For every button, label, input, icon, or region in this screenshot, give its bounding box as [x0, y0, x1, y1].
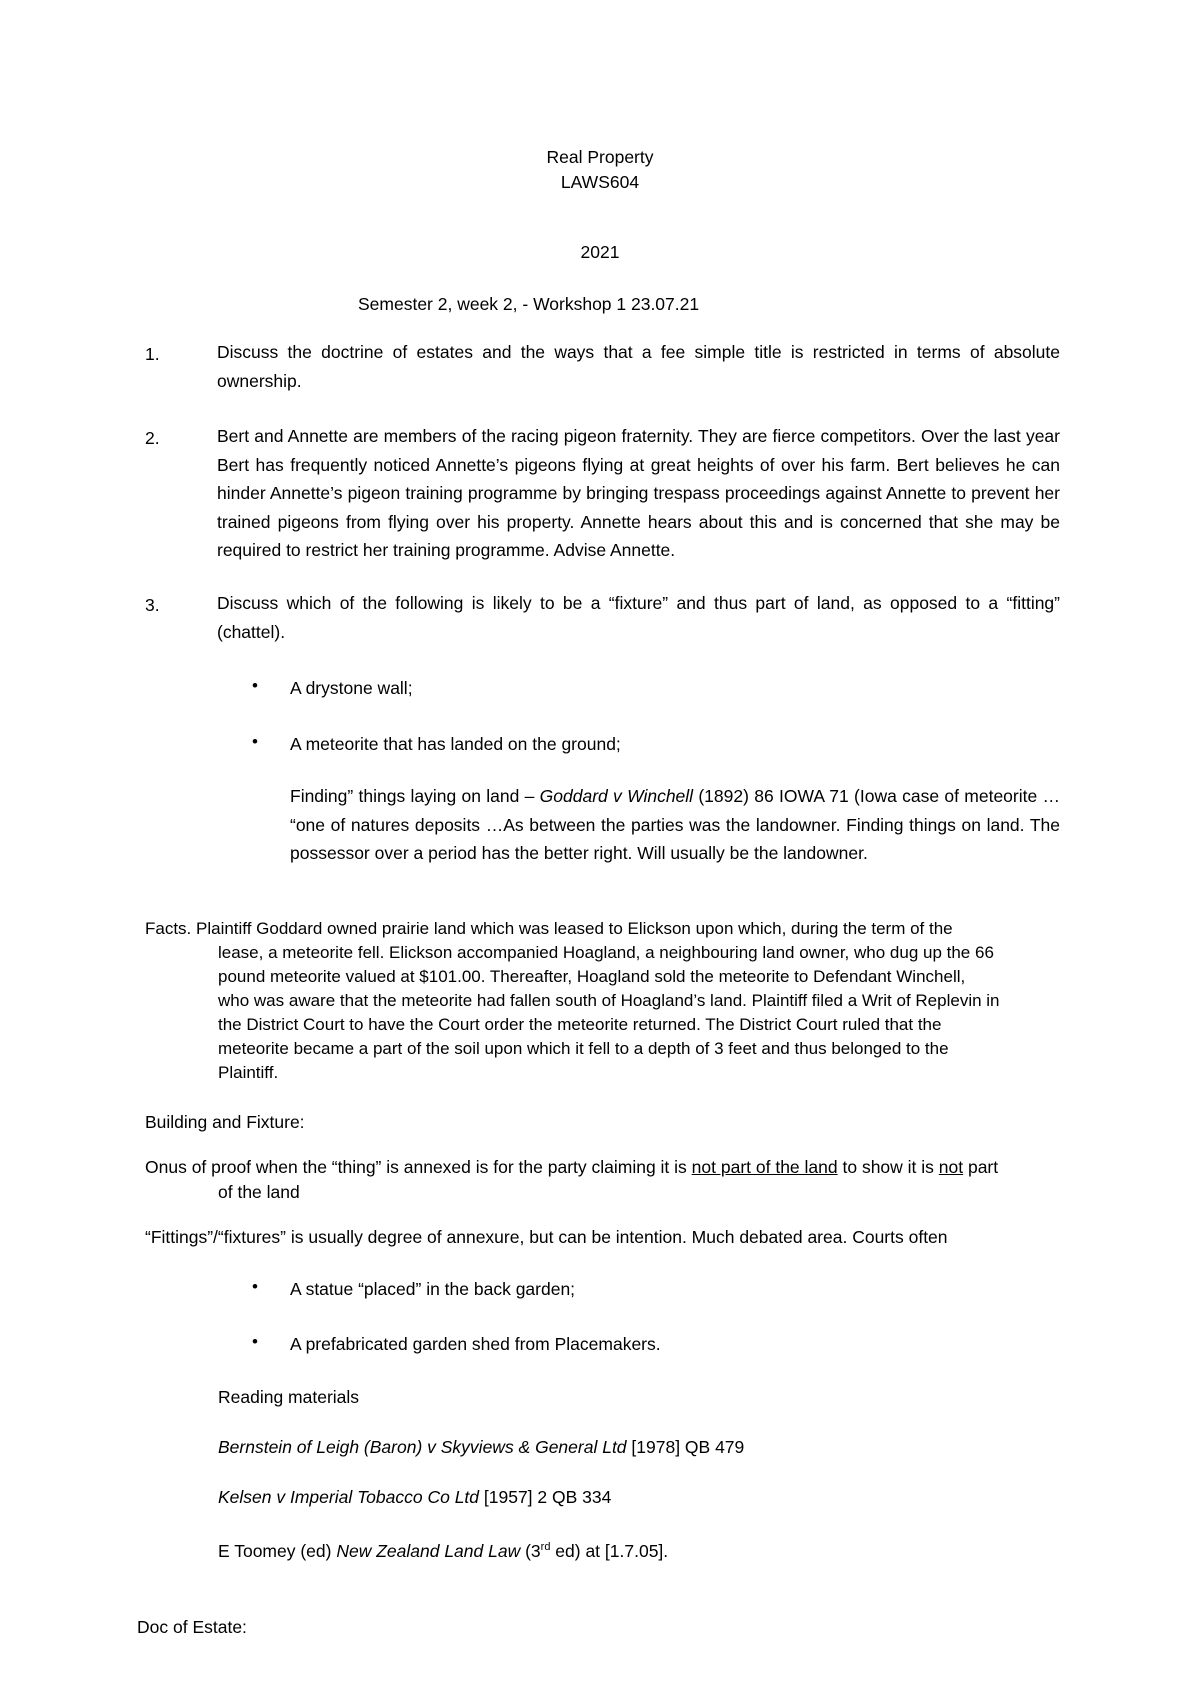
onus-underline: not [938, 1157, 964, 1177]
bullet-icon: • [252, 676, 258, 695]
fittings-line: “Fittings”/“fixtures” is usually degree of annexure, but can be intention. Much debated area. Courts often [145, 1227, 948, 1247]
facts-line: lease, a meteorite fell. Elickson accompanied Hoagland, a neighbouring land owner, who dug up the 66 [218, 943, 994, 962]
citation: E Toomey (ed) [218, 1540, 337, 1561]
reading-heading: Reading materials [218, 1387, 360, 1407]
facts-line: Plaintiff. [218, 1063, 279, 1082]
course-code: LAWS604 [560, 172, 640, 192]
list-item: A statue “placed” in the back garden; [290, 1279, 576, 1299]
building-heading: Building and Fixture: [145, 1112, 305, 1132]
case-name: Kelsen v Imperial Tobacco Co Ltd [218, 1487, 480, 1507]
question-1-text: Discuss the doctrine of estates and the ways that a fee simple title is restricted in terms of absolute ownership. [217, 342, 1060, 391]
finding-rest: (1892) 86 IOWA 71 (Iowa case of meteorite … “one of natures deposits …As between the parties was the landowner. Finding things on land. The possessor over a period has the better right. Will usually be the landowner. [290, 786, 1061, 863]
finding-lead: Finding” things laying on land – [290, 786, 540, 806]
doc-of-estate-heading: Doc of Estate: [137, 1617, 247, 1637]
onus-text: to show it is [837, 1157, 939, 1177]
citation: ed) at [1.7.05]. [550, 1540, 669, 1561]
question-number: 3. [145, 595, 160, 615]
citation: [1978] QB 479 [626, 1437, 745, 1457]
facts-line: who was aware that the meteorite had fallen south of Hoagland’s land. Plaintiff filed a Writ of Replevin in [218, 991, 1000, 1010]
onus-text: part [963, 1157, 999, 1177]
year: 2021 [580, 242, 620, 262]
document-title: Real Property [546, 147, 654, 167]
question-2-text: Bert and Annette are members of the racing pigeon fraternity. They are fierce competitors. Over the last year Bert has frequently noticed Annette’s pigeons flying at great heights of over his farm. Bert believes he can hinder Annette’s pigeon training programme by bringing trespass proceedings against Annette to prevent her trained pigeons from flying over his property. Annette hears about this and is concerned that she may be required to restrict her training programme. Advise Annette. [217, 426, 1060, 560]
case-name: Goddard v Winchell [539, 786, 694, 806]
facts-line: the District Court to have the Court order the meteorite returned. The District Court ruled that the [218, 1015, 942, 1034]
question-number: 1. [145, 344, 160, 364]
bullet-icon: • [252, 1277, 258, 1296]
question-3-text: Discuss which of the following is likely to be a “fixture” and thus part of land, as opposed to a “fitting” (chattel). [217, 593, 1060, 642]
session-line: Semester 2, week 2, - Workshop 1 23.07.21 [358, 294, 700, 314]
facts-line: meteorite became a part of the soil upon which it fell to a depth of 3 feet and thus belonged to the [218, 1039, 949, 1058]
superscript: rd [540, 1541, 551, 1553]
list-item: A prefabricated garden shed from Placemakers. [290, 1334, 661, 1354]
bullet-icon: • [252, 732, 258, 751]
citation: [1957] 2 QB 334 [479, 1487, 612, 1507]
citation: (3 [520, 1540, 541, 1561]
onus-line-2: of the land [218, 1182, 300, 1202]
onus-underline: not part of the land [691, 1157, 838, 1177]
finding-paragraph [290, 782, 1060, 868]
book-title: New Zealand Land Law [336, 1540, 521, 1561]
facts-first-line: Facts. Plaintiff Goddard owned prairie land which was leased to Elickson upon which, during the term of the [145, 919, 953, 938]
facts-line: pound meteorite valued at $101.00. Thereafter, Hoagland sold the meteorite to Defendant Winchell, [218, 967, 966, 986]
list-item: A meteorite that has landed on the ground; [290, 734, 621, 754]
list-item: A drystone wall; [290, 678, 413, 698]
reading-item [218, 1485, 611, 1509]
reading-item [218, 1435, 744, 1459]
onus-line [145, 1155, 998, 1179]
bullet-icon: • [252, 1332, 258, 1351]
case-name: Bernstein of Leigh (Baron) v Skyviews & General Ltd [218, 1437, 627, 1457]
onus-text: Onus of proof when the “thing” is annexed is for the party claiming it is [145, 1157, 692, 1177]
reading-item [218, 1535, 668, 1563]
question-number: 2. [145, 428, 160, 448]
